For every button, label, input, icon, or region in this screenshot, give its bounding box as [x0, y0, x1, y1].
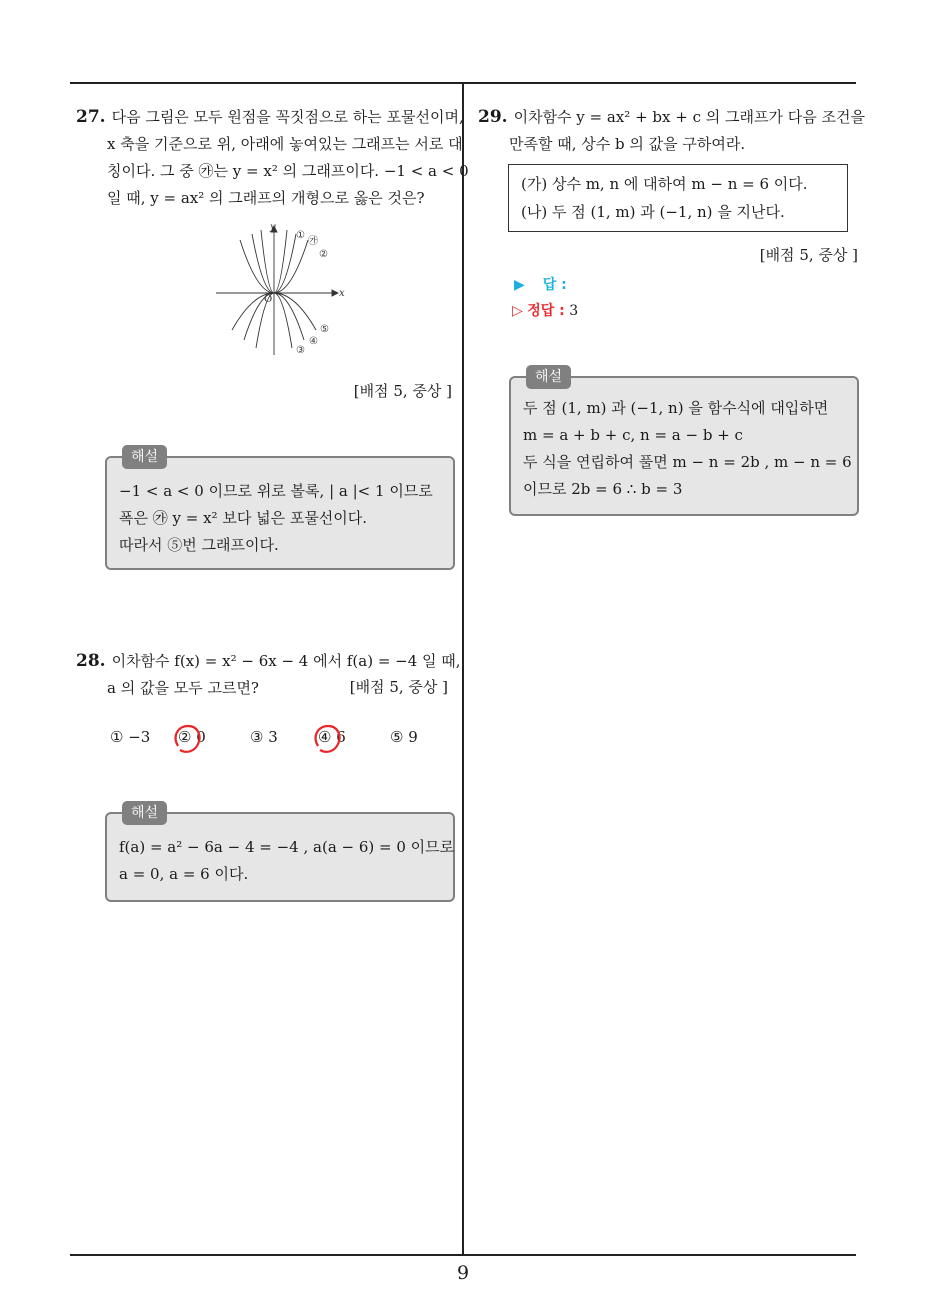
choice-1[interactable]: ① −3 — [110, 728, 151, 746]
q27-explanation-line-3: 따라서 ⑤번 그래프이다. — [119, 536, 279, 554]
choice-2[interactable]: ② 0 — [178, 728, 206, 746]
q29-condition-2: (나) 두 점 (1, m) 과 (−1, n) 을 지난다. — [521, 203, 785, 221]
label-4: ④ — [309, 336, 318, 347]
q29-answer-row — [514, 274, 567, 294]
label-2: ② — [319, 249, 328, 260]
q29-score: [배점 5, 중상 ] — [759, 246, 858, 264]
label-ga: ㉮ — [308, 236, 318, 247]
q29-conditions-box — [508, 164, 848, 232]
play-filled-icon: ▶ — [514, 277, 525, 293]
q28-explanation-label: 해설 — [122, 801, 167, 825]
q27-line-4: 일 때, y = ax² 의 그래프의 개형으로 옳은 것은? — [107, 189, 425, 207]
q27-line-1: 27. 다음 그림은 모두 원점을 꼭짓점으로 하는 포물선이며, — [76, 107, 464, 127]
q27-number: 27. — [76, 107, 106, 127]
q27-explanation-line-2: 폭은 ㉮ y = x² 보다 넓은 포물선이다. — [119, 509, 368, 527]
question-27 — [76, 104, 469, 212]
q28-selection-marks — [170, 722, 350, 756]
y-axis-label: y — [270, 222, 276, 233]
question-29 — [478, 104, 865, 158]
q27-explanation-label: 해설 — [122, 445, 167, 469]
q29-condition-1: (가) 상수 m, n 에 대하여 m − n = 6 이다. — [521, 175, 808, 193]
play-outline-icon: ▷ — [512, 303, 523, 319]
answer-label: 답 : — [542, 277, 567, 293]
q29-line-2: 만족할 때, 상수 b 의 값을 구하여라. — [509, 135, 746, 153]
selection-circle-4 — [316, 726, 340, 752]
label-1: ① — [296, 230, 305, 241]
correct-answer-label: 정답 : — [527, 303, 565, 319]
q27-score: [배점 5, 중상 ] — [353, 382, 452, 400]
q29-explanation-box — [509, 369, 859, 516]
q28-explanation-line-1: f(a) = a² − 6a − 4 = −4 , a(a − 6) = 0 이므로 — [119, 838, 455, 856]
q29-explanation-label: 해설 — [526, 365, 571, 389]
q28-line-1: 28. 이차함수 f(x) = x² − 6x − 4 에서 f(a) = −4 일 때, — [76, 651, 461, 671]
q29-explanation-line-1: 두 점 (1, m) 과 (−1, n) 을 함수식에 대입하면 — [523, 399, 829, 417]
q27-line-3: 칭이다. 그 중 ㉮는 y = x² 의 그래프이다. −1 < a < 0 — [107, 162, 469, 180]
q27-explanation-box — [105, 449, 455, 570]
q29-explanation-line-4: 이므로 2b = 6 ∴ b = 3 — [523, 480, 683, 498]
q29-number: 29. — [478, 107, 508, 127]
q27-parabola-figure — [212, 220, 346, 360]
x-axis-label: x — [339, 288, 345, 299]
q28-explanation-line-2: a = 0, a = 6 이다. — [119, 865, 249, 883]
choice-3[interactable]: ③ 3 — [250, 728, 278, 746]
q29-explanation-line-2: m = a + b + c, n = a − b + c — [523, 426, 743, 444]
column-divider — [462, 83, 464, 1255]
q28-explanation-box — [105, 805, 455, 902]
q28-score: [배점 5, 중상 ] — [349, 678, 448, 696]
q28-number: 28. — [76, 651, 106, 671]
label-5: ⑤ — [320, 324, 329, 335]
q29-line-1: 29. 이차함수 y = ax² + bx + c 의 그래프가 다음 조건을 — [478, 107, 865, 127]
q27-explanation-line-1: −1 < a < 0 이므로 위로 볼록, | a |< 1 이므로 — [119, 482, 433, 500]
choice-4[interactable]: ④ 6 — [318, 728, 346, 746]
correct-answer-value: 3 — [569, 303, 579, 319]
q28-line-2: a 의 값을 모두 고르면? — [107, 679, 259, 697]
label-3: ③ — [296, 345, 305, 356]
page-number: 9 — [456, 1262, 470, 1284]
q29-explanation-line-3: 두 식을 연립하여 풀면 m − n = 2b , m − n = 6 — [523, 453, 852, 471]
choice-5[interactable]: ⑤ 9 — [390, 728, 418, 746]
x-axis-arrow — [332, 290, 338, 296]
bottom-rule — [70, 1254, 856, 1256]
q29-correct-row — [512, 300, 578, 320]
q27-line-2: x 축을 기준으로 위, 아래에 놓여있는 그래프는 서로 대 — [107, 135, 463, 153]
selection-circle-2 — [176, 726, 200, 752]
origin-label: O — [264, 294, 273, 305]
